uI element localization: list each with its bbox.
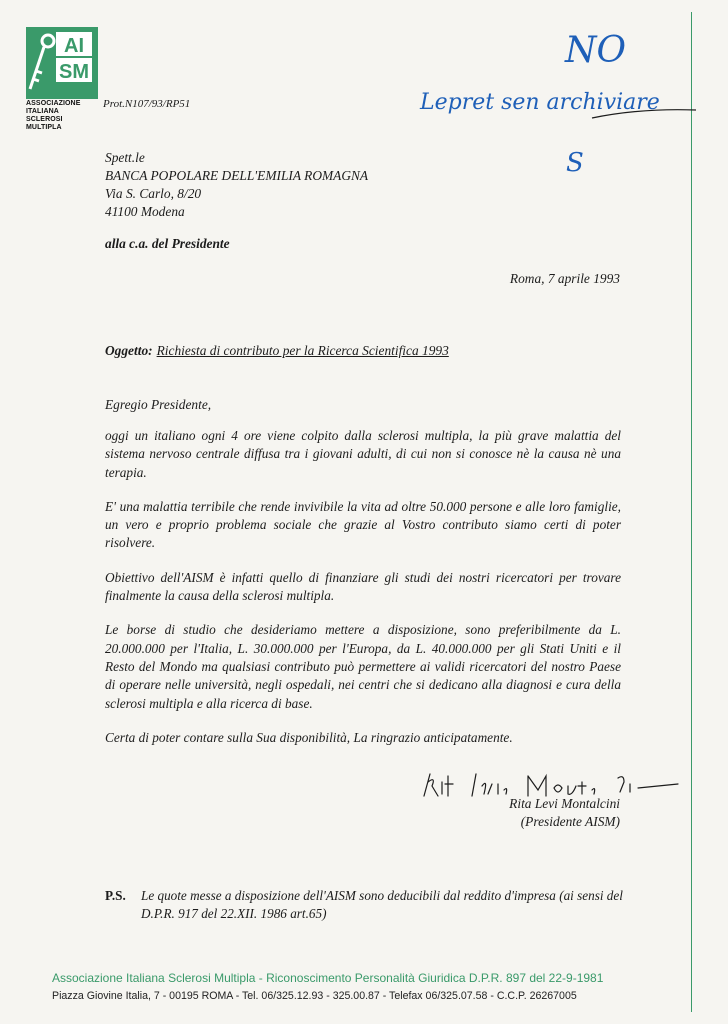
letter-body xyxy=(105,427,621,763)
recipient-address xyxy=(105,149,368,221)
subject-text: Richiesta di contributo per la Ricerca Scientifica 1993 xyxy=(156,343,449,358)
body-paragraph: Certa di poter contare sulla Sua disponibilità, La ringrazio anticipatamente. xyxy=(105,729,513,745)
signer-block xyxy=(509,795,620,831)
subject-label: Oggetto: xyxy=(105,343,153,358)
ps-label: P.S. xyxy=(105,888,126,903)
logo-text-sm: SM xyxy=(59,61,89,83)
aism-logo xyxy=(26,27,98,99)
attention-line: alla c.a. del Presidente xyxy=(105,236,230,251)
salutation: Egregio Presidente, xyxy=(105,397,212,412)
org-line: ITALIANA xyxy=(26,108,59,115)
subject-line xyxy=(105,342,449,360)
protocol-number: Prot.N107/93/RP51 xyxy=(103,98,191,110)
org-name xyxy=(26,100,80,132)
org-line: MULTIPLA xyxy=(26,124,62,131)
footer-contact-line: Piazza Giovine Italia, 7 - 00195 ROMA - Tel. 06/325.12.93 - 325.00.87 - Telefax 06/325.07.58 - C.C.P. 26267005 xyxy=(52,990,577,1002)
org-line: ASSOCIAZIONE xyxy=(26,100,81,107)
footer-org-line: Associazione Italiana Sclerosi Multipla - Riconoscimento Personalità Giuridica D.P.R. 897 del 22-9-1981 xyxy=(52,971,604,985)
body-paragraph: oggi un italiano ogni 4 ore viene colpito dalla sclerosi multipla, la più grave malattia del sistema nervoso centrale diffusa tra i giovani adulti, di cui non si conosce nè la causa nè una terapia. xyxy=(105,428,621,480)
handwritten-note: Lepret sen archiviare xyxy=(420,90,660,115)
recipient-line: Via S. Carlo, 8/20 xyxy=(105,186,202,201)
recipient-line: 41100 Modena xyxy=(105,204,185,219)
recipient-line: BANCA POPOLARE DELL'EMILIA ROMAGNA xyxy=(105,168,369,183)
body-paragraph: E' una malattia terribile che rende invivibile la vita ad oltre 50.000 persone e alle loro famiglie, un vero e proprio problema sociale che grazie al Vostro contributo siamo certi di poter risolvere. xyxy=(105,498,621,551)
handwritten-no: NO xyxy=(565,30,627,71)
recipient-line: Spett.le xyxy=(105,150,145,165)
postscript xyxy=(105,887,625,923)
signer-name: Rita Levi Montalcini xyxy=(509,796,620,811)
letter-date: Roma, 7 aprile 1993 xyxy=(509,271,620,286)
logo-text-ai: AI xyxy=(64,35,84,57)
org-line: SCLEROSI xyxy=(26,116,63,123)
handwritten-mark: S xyxy=(566,148,584,178)
ps-text: Le quote messe a disposizione dell'AISM sono deducibili dal reddito d'impresa (ai sensi del D.P.R. 917 del 22.XII. 1986 art.65) xyxy=(141,888,623,921)
signer-role: (Presidente AISM) xyxy=(520,814,620,829)
body-paragraph: Obiettivo dell'AISM è infatti quello di finanziare gli studi dei nostri ricercatori per trovare finalmente la causa della sclerosi multipla. xyxy=(105,569,621,604)
body-paragraph: Le borse di studio che desideriamo mettere a disposizione, sono preferibilmente da L. 20.000.000 per l'Italia, L. 30.000.000 per l'Europa, da L. 40.000.000 per gli Stati Uniti e il Resto del Mondo ma qualsiasi contributo può permettere ai validi ricercatori del nostro Paese di operare nelle università, negli ospedali, nei centri che si dedicano alla diagnosi e cura della sclerosi multipla e alla ricerca di base. xyxy=(105,622,621,711)
handwritten-underline xyxy=(590,106,700,120)
